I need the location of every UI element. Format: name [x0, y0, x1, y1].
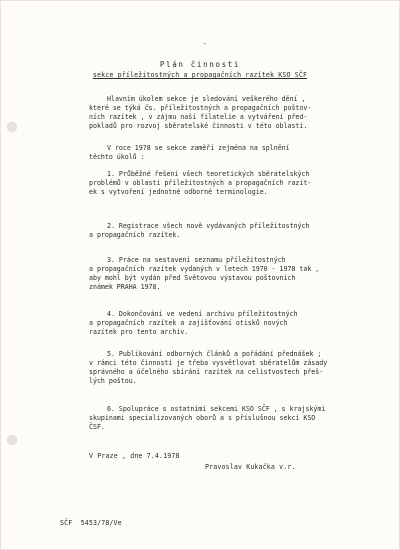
task-line: razítek pro tento archiv.	[89, 328, 189, 336]
task-6	[89, 405, 325, 432]
task-5	[89, 350, 327, 386]
page-mark: -	[203, 40, 208, 48]
task-line: a propagačních razítek a zajišťování otisků nových	[89, 319, 288, 327]
task-line: známek PRAHA 1978.	[89, 283, 161, 291]
signature-line: Pravoslav Kukačka v.r.	[205, 463, 296, 471]
intro-paragraph	[89, 95, 311, 131]
task-line: ek s vytvoření jednotné odborné terminologie.	[89, 188, 268, 196]
task-line: problémů v oblasti příležitostných a propagačních razít-	[89, 179, 312, 187]
reference-number: SČF 5453/78/Ve	[60, 519, 122, 527]
task-1	[89, 170, 311, 197]
task-line: lých poštou.	[89, 377, 137, 385]
task-line: 3. Práce na sestavení seznamu příležitostných	[107, 256, 286, 264]
task-line: 6. Spolupráce s ostatními sekcemi KSO SČF , s krajskými	[107, 405, 326, 413]
punch-hole-bottom	[7, 435, 17, 445]
punch-hole-top	[7, 122, 17, 132]
intro-line: Hlavním úkolem sekce je sledování veškerého dění ,	[107, 95, 306, 103]
intro-line: které se týká čs. příležitostných a propagačních poštov-	[89, 104, 312, 112]
task-2	[89, 222, 309, 240]
task-line: 1. Průběžné řešení všech teoretických sběratelských	[107, 170, 310, 178]
place-and-date: V Praze , dne 7.4.1978	[89, 452, 180, 460]
task-line: 4. Dokončování ve vedení archivu příležitostných	[107, 310, 298, 318]
task-3	[89, 256, 319, 292]
intro-line: ních razítek , v zájmu naší filatelie a vytváření před-	[89, 113, 308, 121]
year-intro-paragraph	[89, 144, 290, 162]
task-line: ČSF.	[89, 423, 105, 431]
task-line: a propagačních razítek vydaných v letech 1970 - 1978 tak ,	[89, 265, 320, 273]
intro-line: pokladů pro rozvoj sběratelské činnosti v této oblasti.	[89, 122, 308, 130]
task-line: 5. Publikování odborných článků a pořádání přednášek ;	[107, 350, 322, 358]
task-4	[89, 310, 298, 337]
task-line: aby mohl být vydán před Světovou výstavou poštovních	[89, 274, 296, 282]
document-title: Plán činnosti	[159, 60, 241, 69]
task-line: skupinami specializovaných oborů a s příslušnou sekcí KSO	[89, 414, 316, 422]
task-line: v rámci této činnosti je třeba vysvětlovat sběratelům zásady	[89, 359, 328, 367]
task-line: a propagačních razítek.	[89, 231, 181, 239]
task-line: správného a účelného sbírání razítek na celistvostech přeš-	[89, 368, 324, 376]
document-subtitle: sekce příležitostných a propagačních razítek KSO SČF	[92, 71, 308, 79]
year-intro-line: V roce 1978 se sekce zaměří zejména na splnění	[107, 144, 290, 152]
task-line: 2. Registrace všech nově vydávaných příležitostných	[107, 222, 310, 230]
year-intro-line: těchto úkolů :	[89, 153, 145, 161]
